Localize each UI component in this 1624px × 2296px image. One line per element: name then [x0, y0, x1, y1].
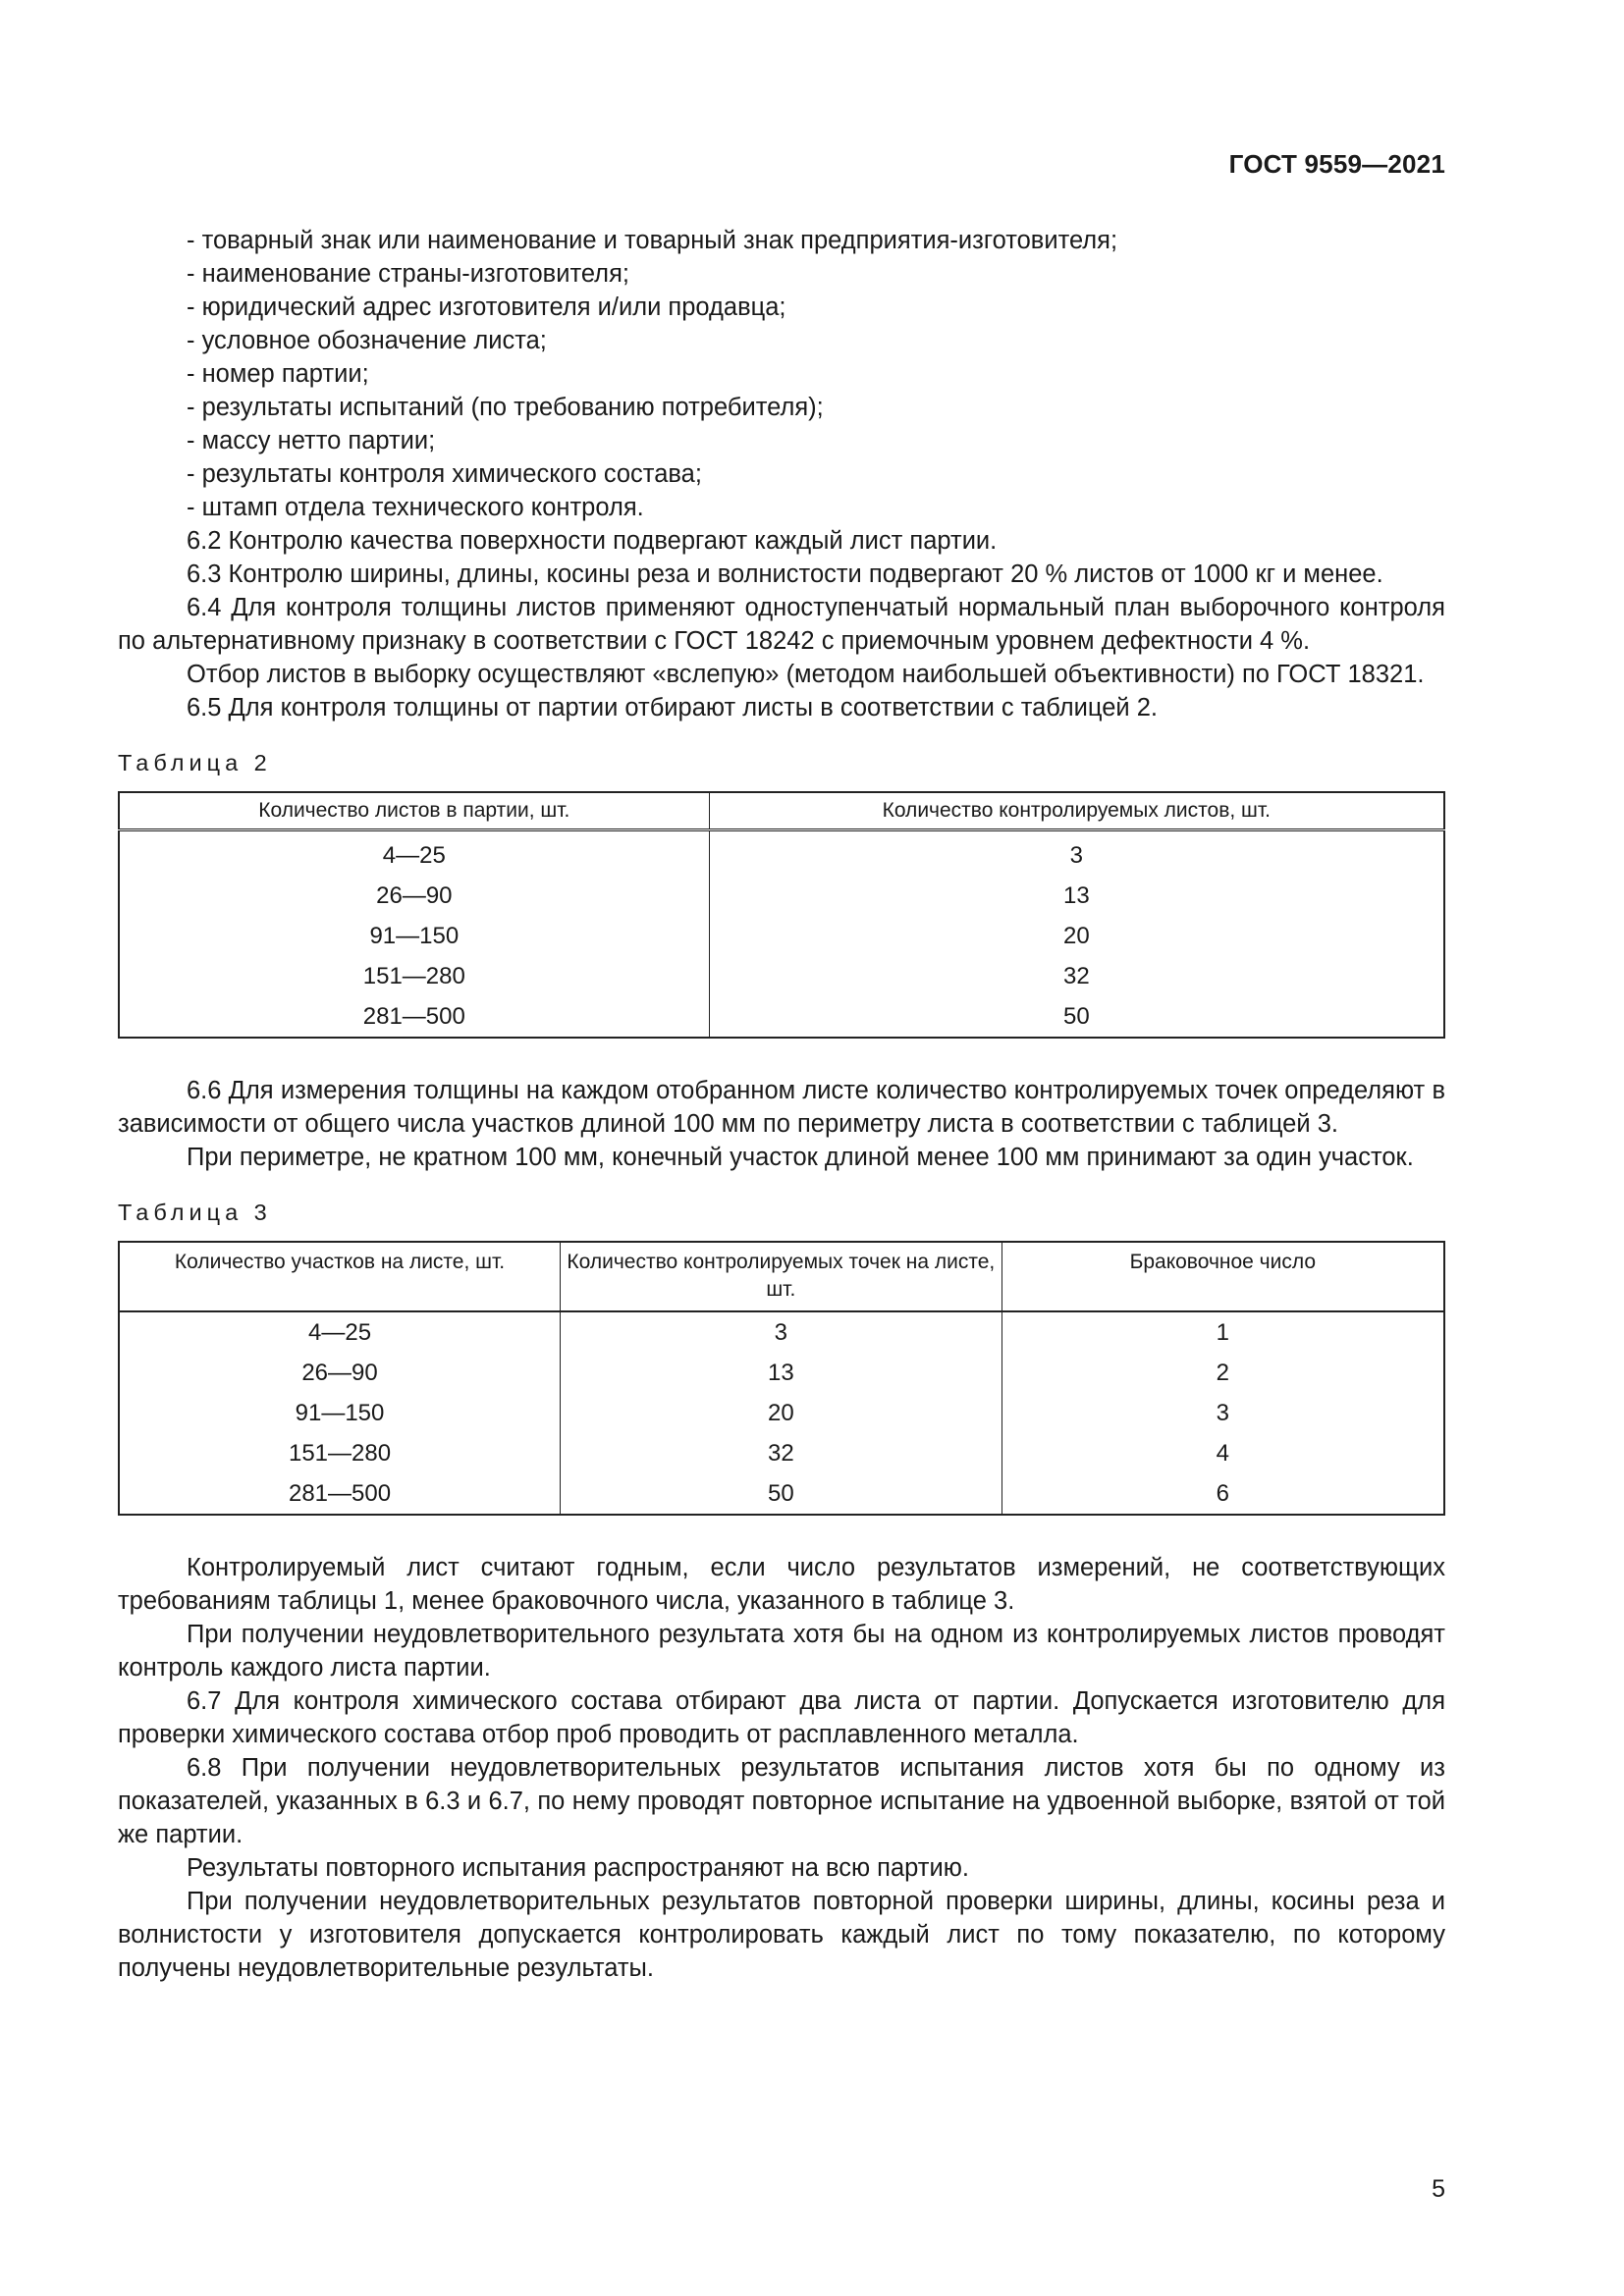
table-cell: 281—500 [119, 996, 709, 1038]
table-cell: 91—150 [119, 1393, 561, 1433]
table-cell: 26—90 [119, 876, 709, 916]
paragraph-sampling: Отбор листов в выборку осуществляют «вслепую» (методом наибольшей объективности) по ГОСТ 18321. [187, 661, 1425, 688]
table-cell: 50 [1062, 1002, 1090, 1030]
table-row [119, 996, 1444, 1038]
list-item: - юридический адрес изготовителя и/или продавца; [187, 294, 786, 321]
table-cell: 91—150 [119, 916, 709, 956]
table-cell: 50 [561, 1473, 1002, 1515]
table-2-header: Количество листов в партии, шт. [119, 792, 709, 830]
table-2 [118, 791, 1445, 1039]
table-cell: 20 [561, 1393, 1002, 1433]
table-3-header: Браковочное число [1001, 1242, 1444, 1311]
table-cell: 13 [561, 1353, 1002, 1393]
table-row [119, 956, 1444, 996]
list-item: - товарный знак или наименование и товарный знак предприятия-изготовителя; [187, 227, 1118, 254]
list-item: - условное обозначение листа; [187, 327, 547, 354]
paragraph-retest-scope: Результаты повторного испытания распространяют на всю партию. [187, 1854, 969, 1882]
paragraph-full-control: При получении неудовлетворительного результата хотя бы на одном из контролируемых листов проводят контроль каждого листа партии. [118, 1621, 1445, 1682]
table-cell: 151—280 [119, 1433, 561, 1473]
paragraph-6-7: 6.7 Для контроля химического состава отбирают два листа от партии. Допускается изготовителю для проверки химического состава отбор проб проводить от расплавленного металла. [118, 1687, 1445, 1748]
paragraph-6-4: 6.4 Для контроля толщины листов применяют одноступенчатый нормальный план выборочного контроля по альтернативному признаку в соответствии с ГОСТ 18242 с приемочным уровнем дефектности 4 %. [118, 594, 1445, 655]
table-cell: 4—25 [119, 1311, 561, 1353]
paragraph-6-5: 6.5 Для контроля толщины от партии отбирают листы в соответствии с таблицей 2. [187, 694, 1158, 721]
list-item: - штамп отдела технического контроля. [187, 494, 644, 521]
table-cell: 13 [1062, 881, 1090, 909]
list-item: - результаты контроля химического состава; [187, 460, 702, 488]
table-cell: 4—25 [119, 830, 709, 877]
table-row [119, 876, 1444, 916]
paragraph-6-3: 6.3 Контролю ширины, длины, косины реза и волнистости подвергают 20 % листов от 1000 кг и менее. [187, 561, 1383, 588]
table-row [119, 1393, 1444, 1433]
table-cell: 6 [1216, 1479, 1229, 1507]
document-header-id: ГОСТ 9559—2021 [1228, 149, 1445, 179]
paragraph-retest-failure: При получении неудовлетворительных результатов повторной проверки ширины, длины, косины реза и волнистости у изготовителя допускается контролировать каждый лист по тому показателю, по которому получены неудовлетворительные результаты. [118, 1888, 1445, 1982]
paragraph-perimeter: При периметре, не кратном 100 мм, конечный участок длиной менее 100 мм принимают за один участок. [187, 1144, 1414, 1171]
table-cell: 151—280 [119, 956, 709, 996]
paragraph-6-6: 6.6 Для измерения толщины на каждом отобранном листе количество контролируемых точек определяют в зависимости от общего числа участков длиной 100 мм по периметру листа в соответствии с таблицей 3. [118, 1077, 1445, 1138]
table-cell: 2 [1216, 1359, 1229, 1386]
table-cell: 20 [1062, 922, 1090, 949]
table-row [119, 1473, 1444, 1515]
list-item: - массу нетто партии; [187, 427, 436, 454]
table-2-header: Количество контролируемых листов, шт. [709, 792, 1444, 830]
list-item: - результаты испытаний (по требованию потребителя); [187, 394, 824, 421]
table-3 [118, 1241, 1445, 1516]
table-cell: 4 [1216, 1439, 1229, 1467]
table-cell: 32 [1062, 962, 1090, 989]
paragraph-6-8: 6.8 При получении неудовлетворительных результатов испытания листов хотя бы по одному из показателей, указанных в 6.3 и 6.7, по нему проводят повторное испытание на удвоенной выборке, взятой от той же партии. [118, 1754, 1445, 1848]
table-cell: 3 [1216, 1399, 1229, 1426]
table-2-caption: Таблица 2 [118, 750, 272, 775]
table-3-caption: Таблица 3 [118, 1200, 272, 1225]
table-cell: 26—90 [119, 1353, 561, 1393]
table-row [119, 830, 1444, 877]
list-item: - наименование страны-изготовителя; [187, 260, 629, 288]
table-row [119, 916, 1444, 956]
table-3-header: Количество участков на листе, шт. [119, 1242, 561, 1311]
table-cell: 32 [561, 1433, 1002, 1473]
paragraph-6-2: 6.2 Контролю качества поверхности подвергают каждый лист партии. [187, 527, 998, 555]
page-number: 5 [1432, 2175, 1445, 2203]
table-cell: 3 [561, 1311, 1002, 1353]
table-row [119, 1353, 1444, 1393]
table-cell: 1 [1216, 1318, 1229, 1346]
paragraph-acceptance: Контролируемый лист считают годным, если число результатов измерений, не соответствующих требованиям таблицы 1, менее браковочного числа, указанного в таблице 3. [118, 1554, 1445, 1615]
table-row [119, 1311, 1444, 1353]
document-body [118, 224, 1445, 1985]
table-cell: 281—500 [119, 1473, 561, 1515]
table-cell: 3 [1069, 841, 1083, 869]
list-item: - номер партии; [187, 360, 369, 388]
table-row [119, 1433, 1444, 1473]
table-3-header: Количество контролируемых точек на листе, шт. [561, 1242, 1002, 1311]
